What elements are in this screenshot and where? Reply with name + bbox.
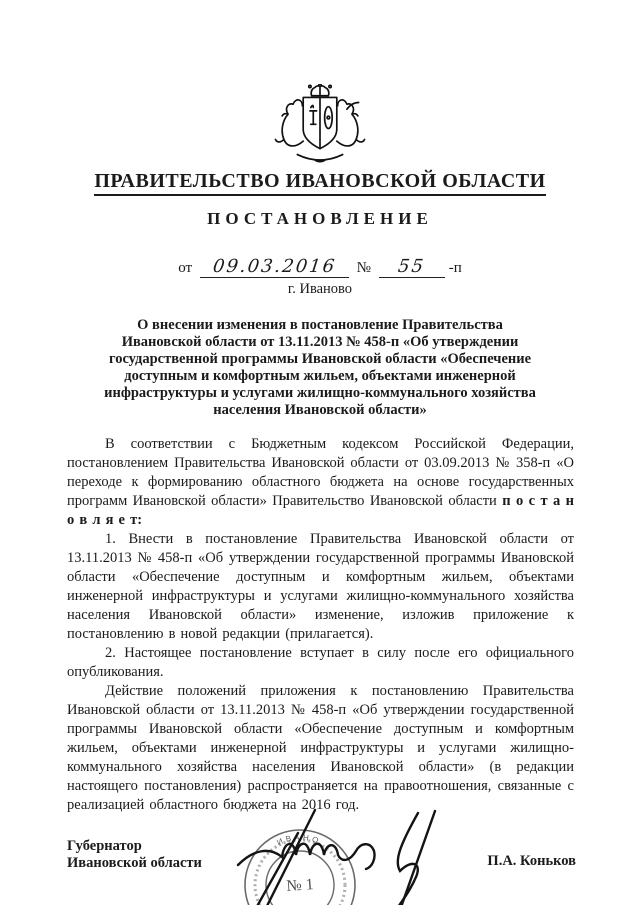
subject-line: населения Ивановской области» (213, 402, 427, 418)
resolves-keyword: п о с т а н о в л я е т: (67, 493, 574, 528)
number-suffix-label: -п (448, 260, 462, 276)
subject-heading (0, 317, 640, 419)
subject-line: инфраструктуры и услугами жилищно-коммунального хозяйства (104, 385, 536, 401)
date-prefix-label: от (178, 260, 193, 276)
date-value: 09.03.2016 (211, 256, 338, 277)
paragraph-intro (67, 435, 574, 530)
subject-line: государственной программы Ивановской области «Обеспечение (108, 351, 532, 367)
eagle-supporter-shape (337, 100, 365, 146)
signer-title-line1: Губернатор (67, 838, 142, 854)
number-value: 55 (397, 256, 427, 277)
date-field (200, 258, 349, 278)
city-label: г. Иваново (287, 281, 353, 297)
subject-line: О внесении изменения в постановление Правительства (137, 317, 503, 333)
org-title-text: ПРАВИТЕЛЬСТВО ИВАНОВСКОЙ ОБЛАСТИ (94, 170, 545, 196)
subject-line: Ивановской области от 13.11.2013 № 458-п «Об утверждении (121, 334, 519, 350)
signer-name: П.А. Коньков (487, 853, 576, 869)
date-number-line (0, 258, 640, 278)
org-title (0, 170, 640, 196)
signature-block (67, 838, 576, 872)
number-sign-label: № (356, 260, 371, 276)
paragraph-item-2: 2. Настоящее постановление вступает в силу после его официального опубликования. (67, 645, 574, 680)
lion-supporter-shape (275, 100, 303, 146)
document-body (67, 435, 574, 815)
paragraph-intro-text: В соответствии с Бюджетным кодексом Российской Федерации, постановлением Правительства Ивановской области от 03.09.2013 № 358-п «О переходе к формированию областного бюджета на основе государственных программ Ивановской области» Правительство Ивановской области (67, 436, 574, 509)
coat-of-arms-icon (255, 84, 385, 168)
seal-arc-text: ИВАНО (275, 832, 323, 848)
number-field (379, 258, 445, 278)
paragraph-scope: Действие положений приложения к постановлению Правительства Ивановской области от 13.11.2013 № 458-п «Об утверждении государственной программы Ивановской области «Обеспечение доступным и комфортным жильем, объектами инженерной инфраструктуры и услугами жилищно-коммунального хозяйства населения Ивановской области» (в редакции настоящего постановления) распространяется на правоотношения, связанные с реализацией областного бюджета на 2016 год. (67, 683, 574, 813)
subject-line: доступным и комфортным жильем, объектами инженерной (124, 368, 516, 384)
seal-center-text: № 1 (285, 876, 315, 895)
paragraph-item-1: 1. Внести в постановление Правительства Ивановской области от 13.11.2013 № 458-п «Об утверждении государственной программы Ивановской области «Обеспечение доступным и комфортным жильем, объектами инженерной инфраструктуры и услугами жилищно-коммунального хозяйства населения Ивановской области» изменение, изложив приложение к постановлению в новой редакции (прилагается). (67, 531, 574, 642)
crown-shape (311, 86, 329, 96)
signer-title (67, 838, 202, 872)
doc-type-title: ПОСТАНОВЛЕНИЕ (207, 209, 433, 228)
signer-title-line2: Ивановской области (67, 855, 202, 871)
ribbon-shape (297, 155, 342, 162)
